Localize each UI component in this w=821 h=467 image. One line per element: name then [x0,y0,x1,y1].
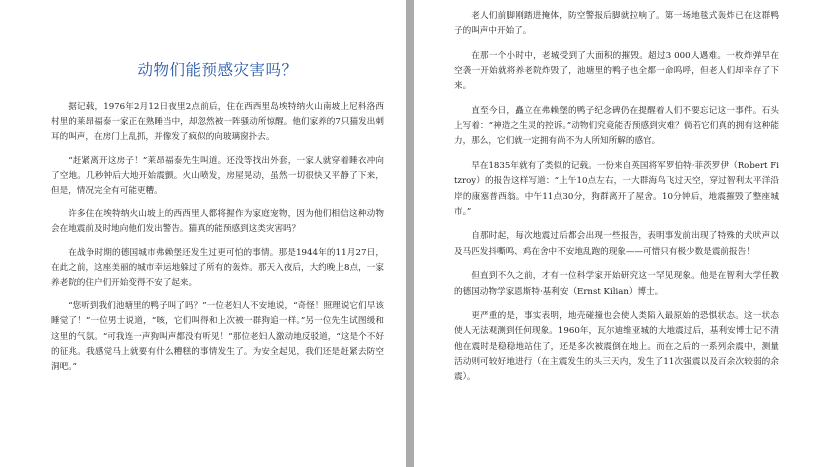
paragraph: “您听到我们池塘里的鸭子叫了吗？”一位老妇人不安地说，“奇怪！照理说它们早该睡觉了！”一位男士说道，“咳，它们叫得和上次被一群狗追一样。”另一位先生试图缓和这里的气氛。“可我连一声狗叫声都没有听见！”那位老妇人激动地反驳道，“这是个不好的征兆。我感觉马上就要有什么糟糕的事情发生了。为安全起见，我们还是赶紧去防空洞吧。” [51,301,384,373]
paragraph: 早在1835年就有了类似的记载。一份来自英国将军罗伯特·菲茨罗伊（Robert Fitzroy）的报告这样写道：“上午10点左右，一大群海鸟飞过天空，穿过智利太平洋沿岸的康塞普西翁。中午11点30分，狗群离开了屋舍。10分钟后，地震摧毁了整座城市。” [454,161,779,217]
left-page [0,0,406,467]
paragraph: 在那一个小时中，老城受到了大面积的摧毁。超过3 000人遇难。一枚炸弹早在空袭一开始就将养老院炸毁了，池塘里的鸭子也全都一命呜呼，但老人们却幸存了下来。 [454,50,779,92]
paragraph: 自那时起，每次地震过后都会出现一些报告，表明事发前出现了特殊的犬吠声以及马匹发抖嘶鸣、鸡在舍中不安地乱跑的现象——可惜只有极少数是震前报告！ [454,231,779,257]
paragraph: 但直到不久之前，才有一位科学家开始研究这一罕见现象。他是在智利大学任教的德国动物学家恩斯特·基利安（Ernst Kilian）博士。 [454,271,779,297]
paragraph: 在战争时期的德国城市弗赖堡还发生过更可怕的事情。那是1944年的11月27日，在此之前，这座美丽的城市幸运地躲过了所有的轰炸。那天入夜后，大约晚上8点，一家养老院的住户们开始变得不安了起来。 [51,247,384,289]
paragraph: 据记载，1976年2月12日夜里2点前后，住在西西里岛埃特纳火山南坡上尼科洛西村里的莱昂福泰一家正在熟睡当中，却忽然被一阵骚动所惊醒。他们家养的7只猫发出刺耳的叫声，在房门上乱抓，并像发了疯似的向玻璃窗扑去。 [51,102,384,143]
paragraph: 直至今日，矗立在弗赖堡的鸭子纪念碑仍在提醒着人们不要忘记这一事件。石头上写着：“神造之生灵的控诉。”动物们究竟能否预感到灾难？倘若它们真的拥有这种能力，那么，它们就一定拥有尚不为人所知所解的感官。 [454,106,779,147]
paragraph: 许多住在埃特纳火山坡上的西西里人都将握作为家庭宠物，因为他们相信这种动物会在地震前及时地向他们发出警告。猫真的能预感到这类灾害吗？ [51,209,384,235]
paragraph: 更严重的是，事实表明，地壳碰撞也会使人类陷入最原始的恐惧状态。这一状态使人无法观测到任何现象。1960年，瓦尔迪维亚城的大地震过后，基利安博士记不清他在震时是稳稳地站住了，还是多次被震倒在地上。而在之后的一系列余震中，测量活动则可较好地进行（在主震发生的头三天内，发生了11次强震以及百余次较弱的余震）。 [454,311,779,383]
right-page [414,0,821,467]
article-title: 动物们能预感灾害吗？ [137,61,298,79]
paragraph: 老人们前脚刚踏进掩体，防空警报后脚就拉响了。第一场地毯式轰炸已在这群鸭子的叫声中开始了。 [454,11,779,37]
paragraph: “赶紧离开这房子！”莱昂福泰先生叫道。还没等找出外套，一家人就穿着睡衣冲向了空地。几秒钟后大地开始震颤。火山喷发，房屋晃动，虽然一切很快又平静了下来，但是，情况完全有可能更糟。 [51,155,384,197]
